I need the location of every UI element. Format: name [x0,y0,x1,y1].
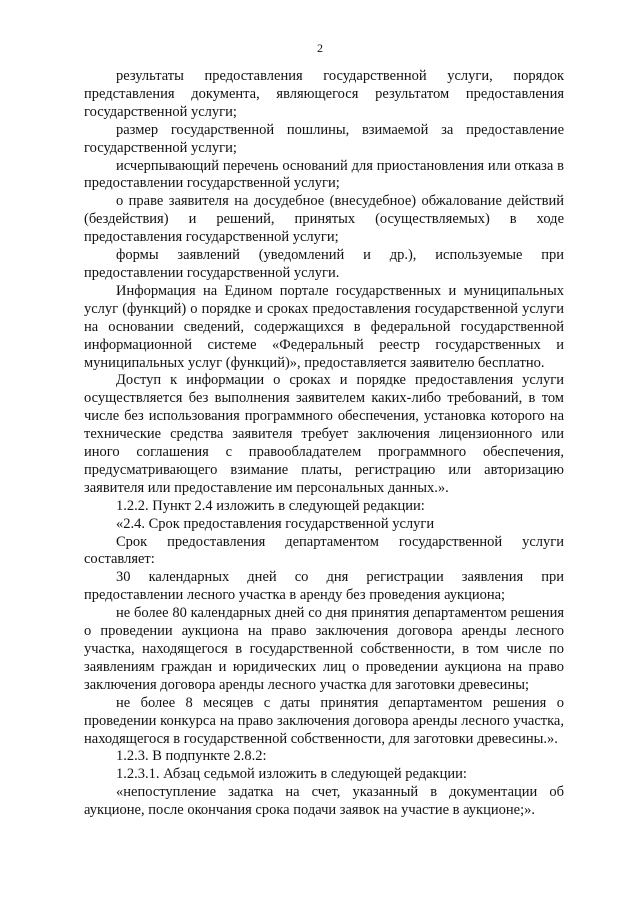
paragraph-information-access: Доступ к информации о сроках и порядке предоставления услуги осуществляется без выполнения заявителем каких-либо требований, в том числе без использования программного обеспечения, установка которого на технические средства заявителя требует заключения лицензионного или иного соглашения с правообладателем программного обеспечения, предусматривающего взимание платы, регистрацию или авторизацию заявителя или предоставление им персональных данных.». [84,372,564,496]
paragraph-section-2-4-heading: «2.4. Срок предоставления государственной услуги [116,515,435,532]
paragraph-state-fee: размер государственной пошлины, взимаемой за предоставление государственной услуги; [84,121,564,156]
paragraph-suspension-grounds: исчерпывающий перечень оснований для приостановления или отказа в предоставлении государственной услуги; [84,157,564,192]
paragraph-term-30-days: 30 календарных дней со дня регистрации заявления при предоставлении лесного участка в аренду без проведения аукциона; [84,569,564,604]
document-body [84,68,564,820]
page-number: 2 [317,41,323,55]
paragraph-item-1-2-3-1: 1.2.3.1. Абзац седьмой изложить в следующей редакции: [116,766,467,783]
paragraph-term-80-days: не более 80 календарных дней со дня принятия департаментом решения о проведении аукциона на право заключения договора аренды лесного участка, находящегося в государственной собственности, в том числе по заявлениям граждан и юридических лиц о проведении аукциона на право заключения договора аренды лесного участка для заготовки древесины; [84,605,564,693]
paragraph-service-term: Срок предоставления департаментом государственной услуги составляет: [84,533,564,568]
paragraph-result-procedure: результаты предоставления государственной услуги, порядок представления документа, являющегося результатом предоставления государственной услуги; [84,68,564,120]
paragraph-appeal-right: о праве заявителя на досудебное (внесудебное) обжалование действий (бездействия) и решений, принятых (осуществляемых) в ходе предоставления государственной услуги; [84,193,564,246]
paragraph-deposit-clause: «непоступление задатка на счет, указанный в документации об аукционе, после окончания срока подачи заявок на участие в аукционе;». [84,784,564,819]
paragraph-unified-portal-info: Информация на Едином портале государственных и муниципальных услуг (функций) о порядке и сроках предоставления государственной услуги на основании сведений, содержащихся в федеральной государственной информационной системе «Федеральный реестр государственных и муниципальных услуг (функций)», предоставляется заявителю бесплатно. [84,282,564,371]
paragraph-item-1-2-2: 1.2.2. Пункт 2.4 изложить в следующей редакции: [116,497,425,514]
paragraph-item-1-2-3: 1.2.3. В подпункте 2.8.2: [116,748,267,765]
paragraph-term-8-months: не более 8 месяцев с даты принятия департаментом решения о проведении конкурса на право заключения договора аренды лесного участка, находящегося в государственной собственности, для заготовки древесины.». [84,694,564,747]
paragraph-application-forms: формы заявлений (уведомлений и др.), используемые при предоставлении государственной услуги. [84,247,564,281]
